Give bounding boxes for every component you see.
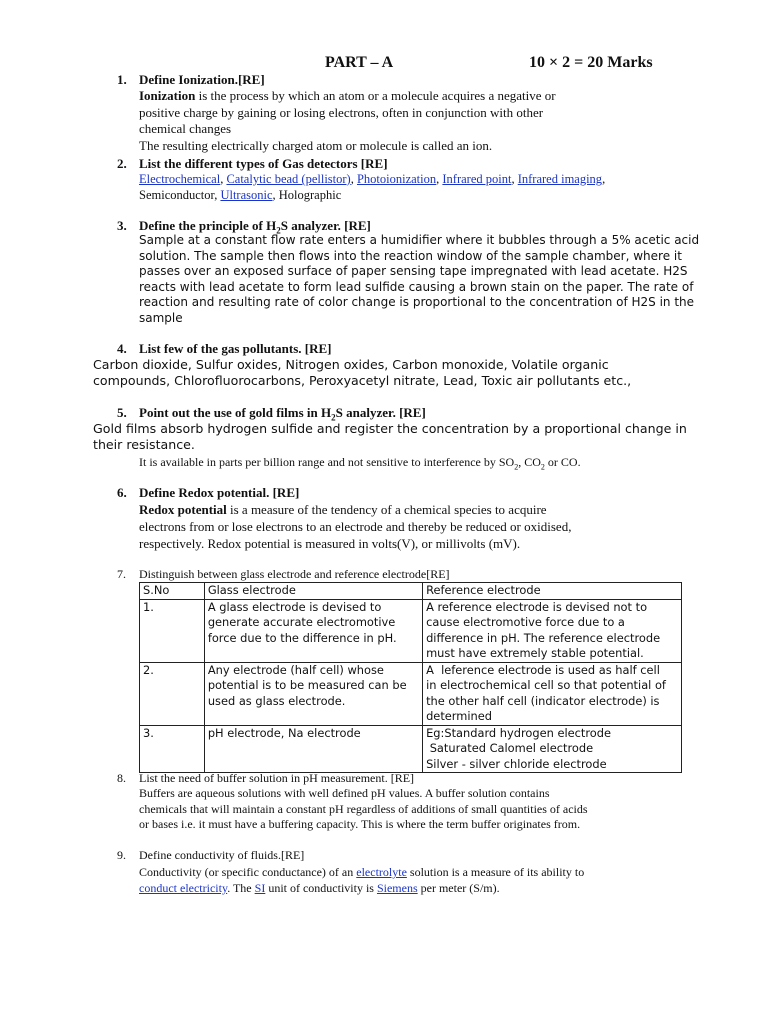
q8-answer bbox=[139, 786, 588, 833]
table-header-sno: S.No bbox=[140, 583, 205, 600]
q5-line3-sub2: 2 bbox=[540, 462, 545, 472]
q1-line2: positive charge by gaining or losing electrons, often in conjunction with other bbox=[139, 104, 544, 120]
q9-line2-post: per meter (S/m). bbox=[417, 881, 500, 895]
table-row bbox=[140, 599, 682, 662]
q2-detector-links: Electrochemical, Catalytic bead (pellistor), Photoionization, Infrared point, Infrared imaging, bbox=[139, 172, 606, 186]
q9-line2 bbox=[139, 880, 584, 896]
q5-number: 5. bbox=[117, 405, 127, 420]
table-header-reference: Reference electrode bbox=[423, 583, 682, 600]
table-cell-reference bbox=[423, 725, 682, 773]
cell-line: determined bbox=[426, 709, 492, 723]
cell-line: A leference electrode is used as half cell bbox=[426, 662, 660, 677]
cell-line: difference in pH. The reference electrode bbox=[426, 630, 661, 645]
q5-heading bbox=[139, 405, 426, 423]
q1-answer bbox=[139, 88, 556, 154]
page-title: PART – A bbox=[325, 54, 394, 71]
q3-line: passes over an exposed surface of paper sensing tape impregnated with lead acetate. H2S bbox=[139, 264, 688, 279]
q7-number: 7. bbox=[117, 567, 126, 581]
q3-line: reacts with lead acetate to form lead sulfide causing a brown stain on the paper. The rate of bbox=[139, 279, 694, 294]
q4-heading: List few of the gas pollutants. [RE] bbox=[139, 341, 332, 356]
link-si[interactable]: SI bbox=[254, 881, 266, 895]
q1-term: Ionization bbox=[139, 88, 196, 103]
q9-answer bbox=[139, 864, 584, 896]
q1-number: 1. bbox=[117, 72, 127, 87]
q9-line1-post: solution is a measure of its ability to bbox=[406, 865, 585, 879]
q6-answer bbox=[139, 501, 571, 552]
q1-heading: Define Ionization.[RE] bbox=[139, 72, 265, 87]
cell-line: generate accurate electromotive bbox=[207, 615, 396, 629]
q9-heading: Define conductivity of fluids.[RE] bbox=[139, 848, 305, 862]
link-conduct-electricity[interactable]: conduct electricity bbox=[139, 881, 228, 895]
q5-heading-post: S analyzer. [RE] bbox=[335, 405, 426, 420]
q6-line3: respectively. Redox potential is measured in volts(V), or millivolts (mV). bbox=[139, 536, 521, 551]
cell-line: potential is to be measured can be bbox=[207, 678, 407, 692]
q4-line1: Carbon dioxide, Sulfur oxides, Nitrogen oxides, Carbon monoxide, Volatile organic bbox=[93, 357, 609, 372]
q3-line: Sample at a constant flow rate enters a humidifier where it bubbles through a 5% acetic acid bbox=[139, 233, 700, 247]
q3-number: 3. bbox=[117, 218, 127, 233]
table-cell-sno: 1. bbox=[140, 599, 205, 662]
table-cell-glass bbox=[204, 599, 422, 662]
link-photoionization[interactable]: Photoionization bbox=[356, 172, 437, 186]
link-catalytic-bead[interactable]: Catalytic bead (pellistor) bbox=[226, 172, 351, 186]
link-ultrasonic[interactable]: Ultrasonic bbox=[220, 187, 273, 202]
q4-number: 4. bbox=[117, 341, 127, 356]
cell-line: must have extremely stable potential. bbox=[426, 646, 644, 660]
q5-line3-pre: It is available in parts per billion range and not sensitive to interference by SO bbox=[139, 455, 515, 469]
table-cell-sno: 2. bbox=[140, 662, 205, 725]
table-cell-glass bbox=[204, 725, 422, 773]
q6-line1: is a measure of the tendency of a chemical species to acquire bbox=[230, 502, 547, 517]
q5-line3-post: or CO. bbox=[544, 455, 581, 469]
q7-heading: Distinguish between glass electrode and reference electrode[RE] bbox=[139, 567, 450, 581]
q6-number: 6. bbox=[117, 485, 127, 500]
q2-detector-line2: Semiconductor, Ultrasonic, Holographic bbox=[139, 187, 342, 202]
q1-line3: chemical changes bbox=[139, 121, 232, 136]
link-electrochemical[interactable]: Electrochemical bbox=[139, 172, 221, 186]
q9-line1 bbox=[139, 864, 584, 880]
link-electrolyte[interactable]: electrolyte bbox=[356, 865, 407, 879]
cell-line: Saturated Calomel electrode bbox=[426, 741, 594, 755]
q8-line: or bases i.e. it must have a buffering capacity. This is where the term buffer originates from. bbox=[139, 817, 581, 831]
q6-heading: Define Redox potential. [RE] bbox=[139, 485, 300, 500]
cell-line: pH electrode, Na electrode bbox=[207, 725, 361, 740]
cell-line: cause electromotive force due to a bbox=[426, 615, 625, 629]
q9-line2-mid2: unit of conductivity is bbox=[265, 881, 377, 895]
q2-semiconductor: Semiconductor bbox=[139, 187, 215, 202]
q3-line: reaction and resulting rate of color change is proportional to the concentration of H2S in the bbox=[139, 295, 695, 310]
q8-number: 8. bbox=[117, 771, 126, 785]
cell-line: force due to the difference in pH. bbox=[207, 630, 397, 645]
table-row bbox=[140, 662, 682, 725]
q5-answer bbox=[93, 421, 687, 454]
table-cell-reference bbox=[423, 662, 682, 725]
cell-line: the other half cell (indicator electrode) is bbox=[426, 693, 660, 708]
q2-number: 2. bbox=[117, 156, 127, 171]
link-infrared-point[interactable]: Infrared point bbox=[442, 172, 512, 186]
cell-line: Any electrode (half cell) whose bbox=[207, 662, 384, 677]
q3-heading-pre: Define the principle of H bbox=[139, 218, 277, 233]
table-cell-reference bbox=[423, 599, 682, 662]
q5-line3 bbox=[139, 455, 581, 475]
q8-line: chemicals that will maintain a constant pH regardless of additions of small quantities of acids bbox=[139, 801, 588, 816]
q9-number: 9. bbox=[117, 848, 126, 862]
q9-line2-mid1: . The bbox=[227, 881, 255, 895]
q6-term: Redox potential bbox=[139, 502, 227, 517]
table-header-row bbox=[140, 583, 682, 600]
q8-heading: List the need of buffer solution in pH measurement. [RE] bbox=[139, 771, 415, 785]
q3-line: solution. The sample then flows into the reaction window of the sample chamber, where it bbox=[139, 248, 682, 263]
q6-line2: electrons from or lose electrons to an electrode and thereby be reduced or oxidised, bbox=[139, 519, 572, 534]
q2-answer bbox=[139, 172, 605, 203]
cell-line: Silver - silver chloride electrode bbox=[426, 756, 607, 771]
marks-label: 10 × 2 = 20 Marks bbox=[529, 54, 653, 71]
q5-line1: Gold films absorb hydrogen sulfide and register the concentration by a proportional change in bbox=[93, 421, 687, 436]
q3-answer bbox=[139, 233, 699, 327]
cell-line: Eg:Standard hydrogen electrode bbox=[426, 725, 612, 740]
q1-line1: is the process by which an atom or a molecule acquires a negative or bbox=[198, 88, 556, 103]
q3-heading-post: S analyzer. [RE] bbox=[280, 218, 371, 233]
q2-holographic: Holographic bbox=[278, 187, 342, 202]
cell-line: used as glass electrode. bbox=[207, 693, 346, 708]
comparison-table bbox=[139, 582, 682, 773]
q5-line2: their resistance. bbox=[93, 437, 195, 453]
q4-answer bbox=[93, 357, 631, 390]
q8-line: Buffers are aqueous solutions with well defined pH values. A buffer solution contains bbox=[139, 786, 550, 800]
cell-line: A reference electrode is devised not to bbox=[426, 599, 648, 614]
q5-heading-sub: 2 bbox=[331, 412, 336, 423]
q3-heading-sub: 2 bbox=[276, 225, 281, 236]
q9-line1-pre: Conductivity (or specific conductance) of an bbox=[139, 865, 357, 879]
cell-line: A glass electrode is devised to bbox=[207, 599, 382, 614]
table-row bbox=[140, 725, 682, 773]
q1-line4: The resulting electrically charged atom or molecule is called an ion. bbox=[139, 137, 493, 153]
q2-heading: List the different types of Gas detectors [RE] bbox=[139, 156, 388, 171]
link-infrared-imaging[interactable]: Infrared imaging bbox=[517, 172, 603, 186]
q4-line2: compounds, Chlorofluorocarbons, Peroxyacetyl nitrate, Lead, Toxic air pollutants etc., bbox=[93, 373, 632, 389]
table-header-glass: Glass electrode bbox=[204, 583, 422, 600]
link-siemens[interactable]: Siemens bbox=[376, 881, 418, 895]
cell-line: in electrochemical cell so that potential of bbox=[426, 678, 666, 692]
q5-heading-pre: Point out the use of gold films in H bbox=[139, 405, 332, 420]
q5-line3-mid: , CO bbox=[518, 455, 541, 469]
q5-line3-sub1: 2 bbox=[514, 462, 519, 472]
table-cell-glass bbox=[204, 662, 422, 725]
table-cell-sno: 3. bbox=[140, 725, 205, 773]
q3-line: sample bbox=[139, 310, 183, 325]
